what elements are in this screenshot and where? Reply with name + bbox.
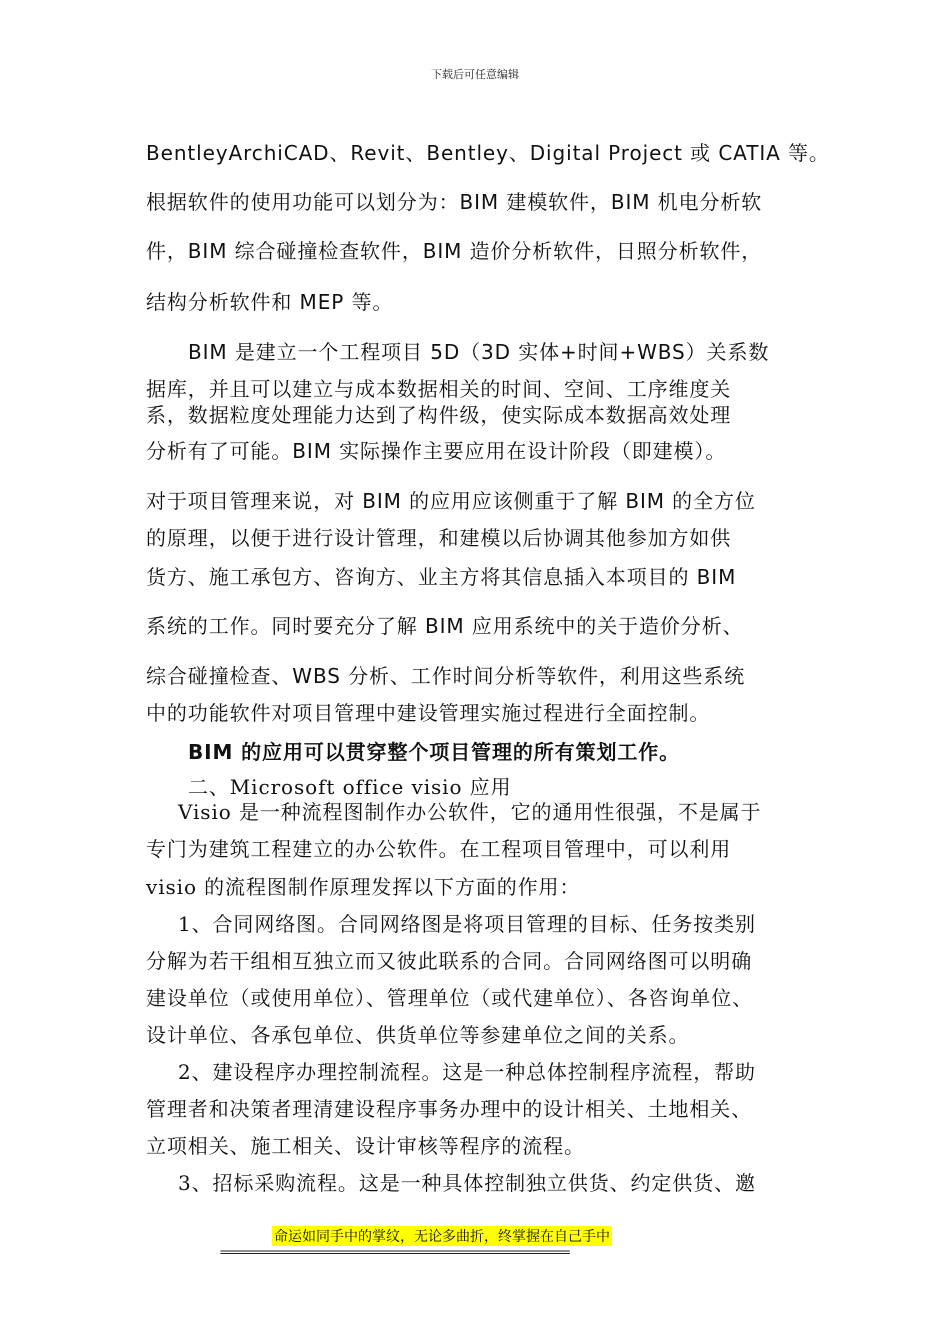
paragraph-line: 据库，并且可以建立与成本数据相关的时间、空间、工序维度关 — [146, 377, 732, 401]
section-title: 二、Microsoft office visio 应用 — [188, 775, 512, 799]
footer-divider: ============================================================== — [220, 1245, 569, 1259]
paragraph-line: BentleyArchiCAD、Revit、Bentley、Digital Project 或 CATIA 等。 — [146, 141, 830, 165]
paragraph-line: 系统的工作。同时要充分了解 BIM 应用系统中的关于造价分析、 — [146, 614, 744, 638]
paragraph-line: 设计单位、各承包单位、供货单位等参建单位之间的关系。 — [146, 1023, 690, 1047]
paragraph-line: 对于项目管理来说，对 BIM 的应用应该侧重于了解 BIM 的全方位 — [146, 489, 756, 513]
paragraph-line: 建设单位（或使用单位）、管理单位（或代建单位）、各咨询单位、 — [146, 986, 753, 1010]
paragraph-line: 的原理，以便于进行设计管理，和建模以后协调其他参加方如供 — [146, 526, 732, 550]
paragraph-line: visio 的流程图制作原理发挥以下方面的作用： — [146, 875, 581, 899]
paragraph-line: 1、合同网络图。合同网络图是将项目管理的目标、任务按类别 — [178, 912, 756, 936]
paragraph-line: 货方、施工承包方、咨询方、业主方将其信息插入本项目的 BIM — [146, 565, 737, 589]
paragraph-line: 管理者和决策者理清建设程序事务办理中的设计相关、土地相关、 — [146, 1097, 753, 1121]
paragraph-line: 分析有了可能。BIM 实际操作主要应用在设计阶段（即建模）。 — [146, 439, 727, 463]
paragraph-line: 根据软件的使用功能可以划分为：BIM 建模软件，BIM 机电分析软 — [146, 190, 763, 214]
paragraph-line: 系，数据粒度处理能力达到了构件级，使实际成本数据高效处理 — [146, 403, 732, 427]
paragraph-line: 中的功能软件对项目管理中建设管理实施过程进行全面控制。 — [146, 701, 711, 725]
paragraph-line: BIM 是建立一个工程项目 5D（3D 实体+时间+WBS）关系数 — [188, 340, 770, 364]
paragraph-line: 件，BIM 综合碰撞检查软件，BIM 造价分析软件，日照分析软件， — [146, 239, 763, 263]
paragraph-line: 分解为若干组相互独立而又彼此联系的合同。合同网络图可以明确 — [146, 949, 753, 973]
paragraph-line: 综合碰撞检查、WBS 分析、工作时间分析等软件，利用这些系统 — [146, 664, 746, 688]
page-header: 下载后可任意编辑 — [431, 68, 519, 81]
paragraph-line: 专门为建筑工程建立的办公软件。在工程项目管理中，可以利用 — [146, 837, 732, 861]
paragraph-line: 立项相关、施工相关、设计审核等程序的流程。 — [146, 1134, 585, 1158]
footer-highlight-note: 命运如同手中的掌纹，无论多曲折，终掌握在自己手中 — [272, 1226, 612, 1246]
paragraph-line: 2、建设程序办理控制流程。这是一种总体控制程序流程，帮助 — [178, 1060, 756, 1084]
emphasis-statement: BIM 的应用可以贯穿整个项目管理的所有策划工作。 — [188, 740, 681, 764]
paragraph-line: Visio 是一种流程图制作办公软件，它的通用性很强，不是属于 — [178, 800, 762, 824]
paragraph-line: 3、招标采购流程。这是一种具体控制独立供货、约定供货、邀 — [178, 1171, 756, 1195]
paragraph-line: 结构分析软件和 MEP 等。 — [146, 290, 394, 314]
